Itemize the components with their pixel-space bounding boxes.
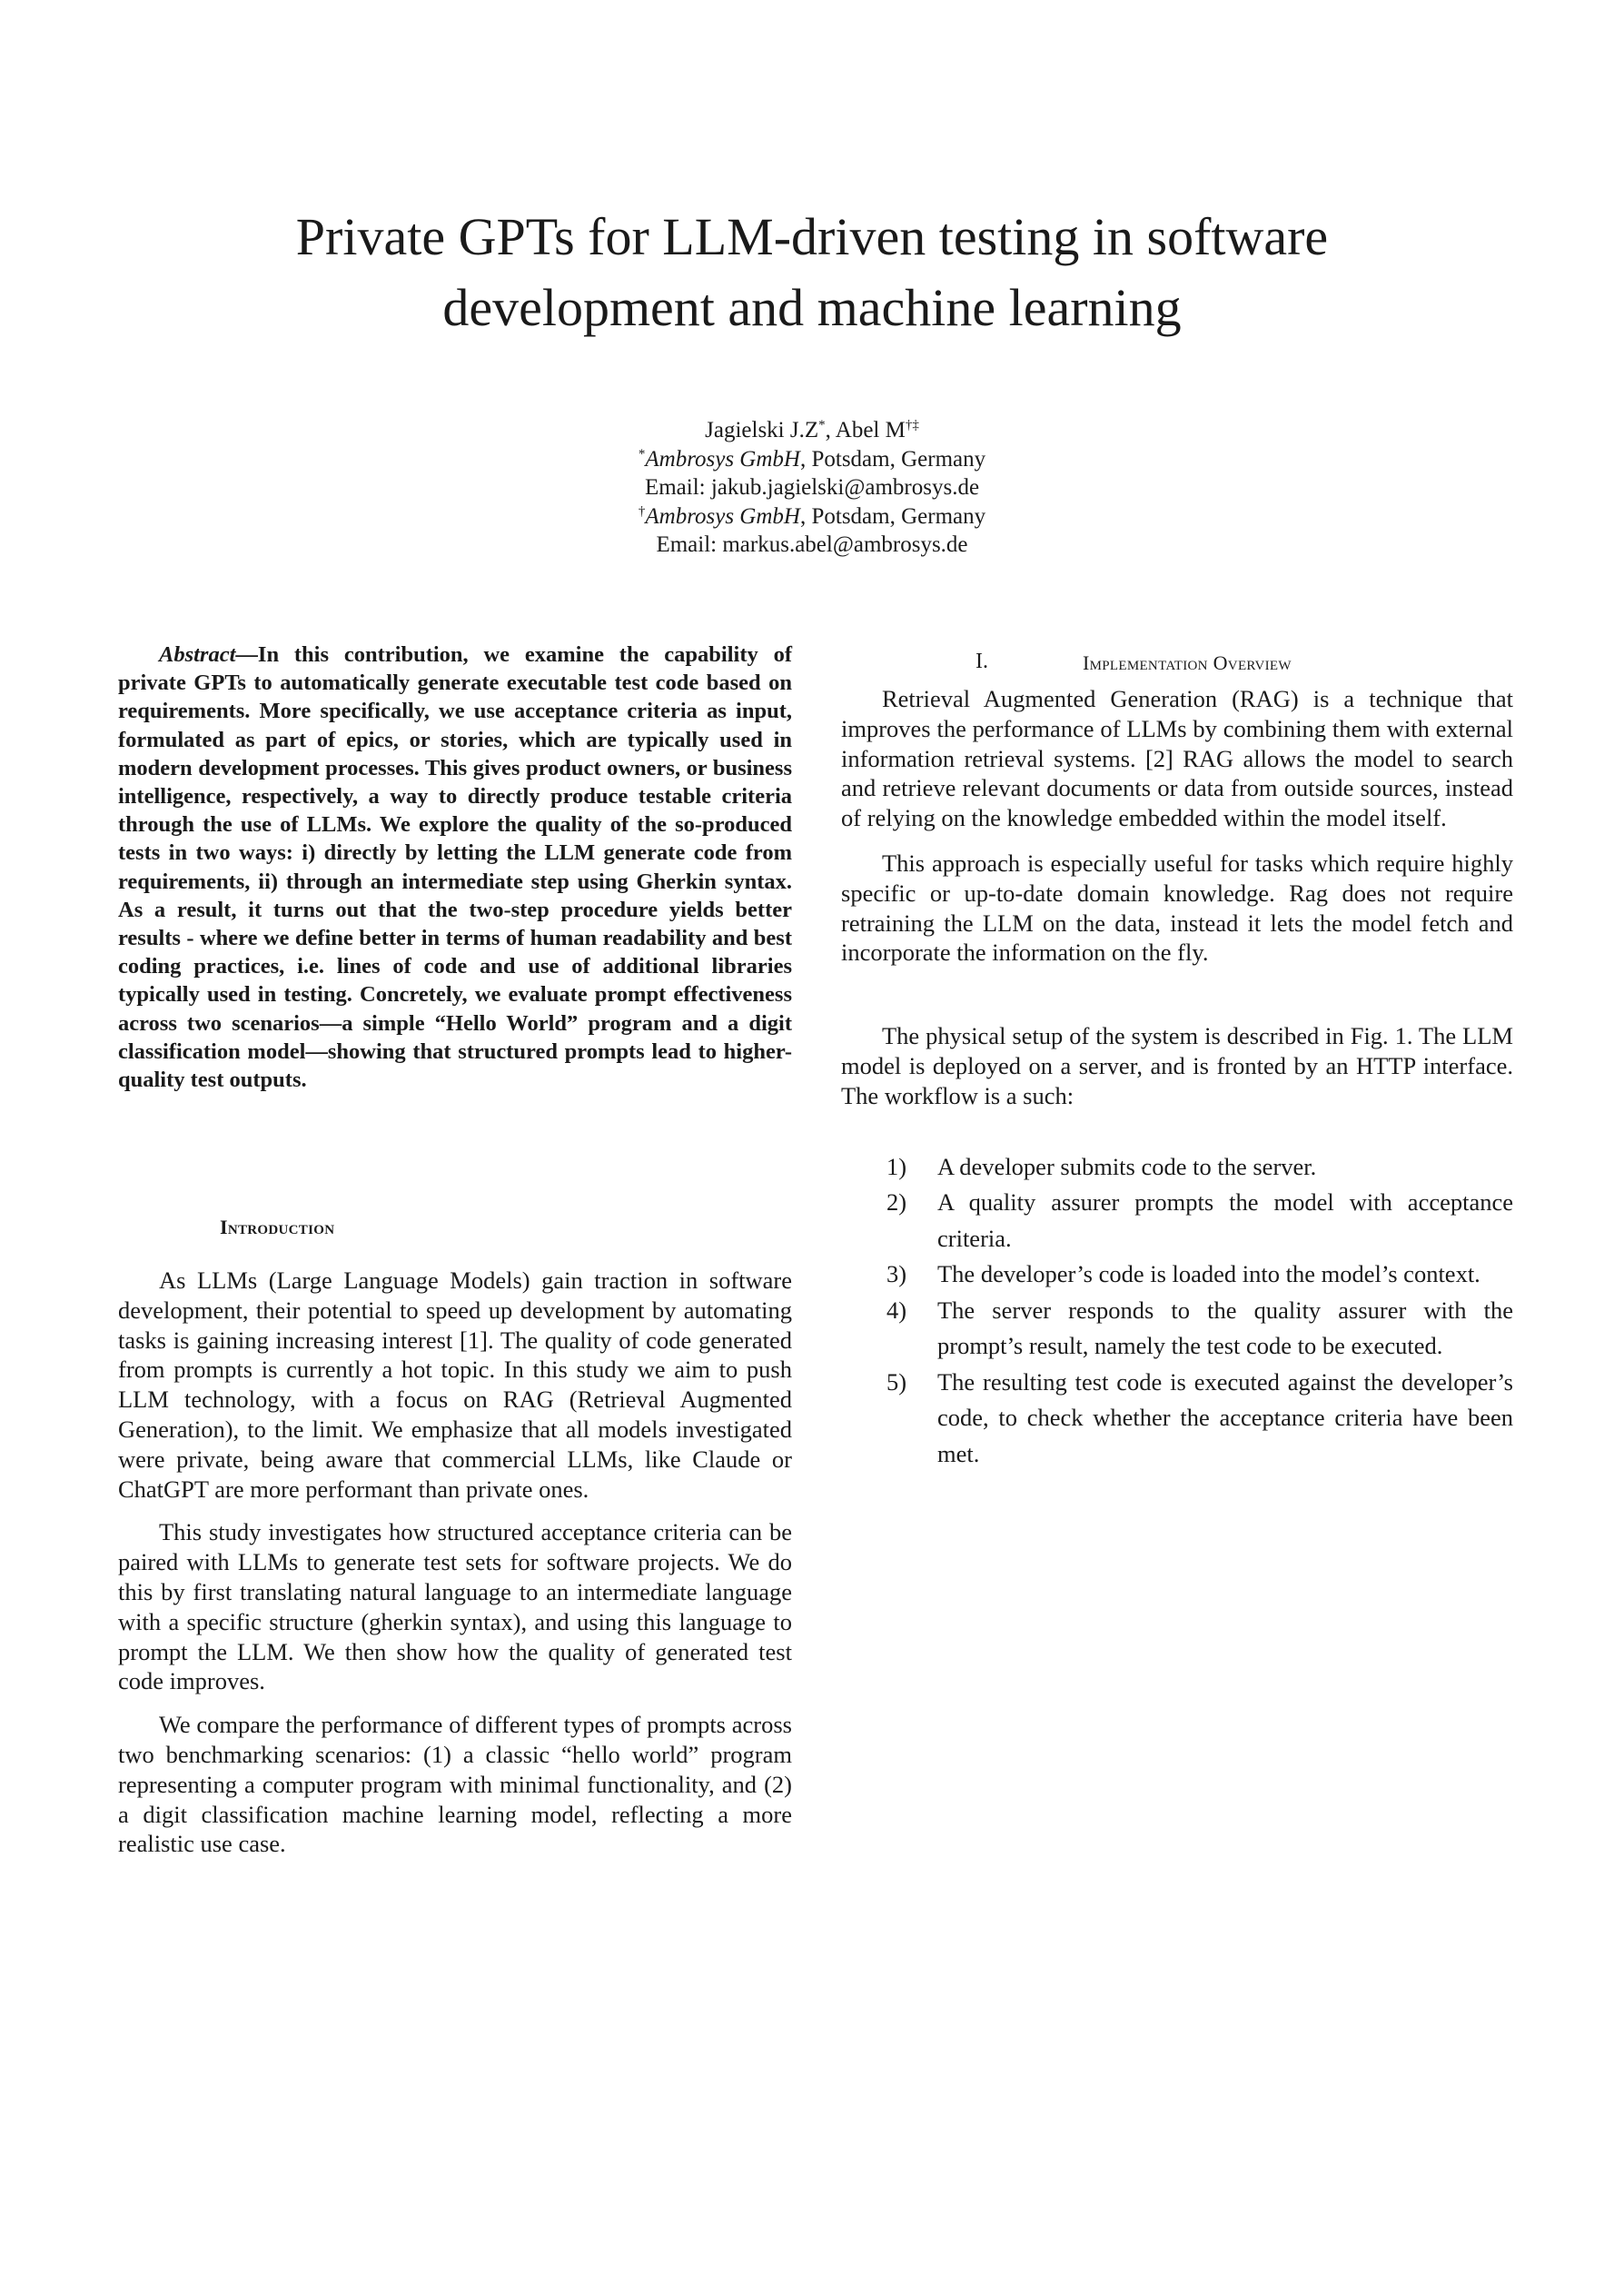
- abstract-label: Abstract: [159, 642, 236, 667]
- right-column: [841, 650, 1513, 1472]
- workflow-list: [841, 1149, 1513, 1473]
- author-names: Jagielski J.Z*, Abel M†‡: [705, 418, 919, 442]
- impl-paragraph: This approach is especially useful for tasks which require highly specific or up-to-date domain knowledge. Rag does not require retraining the LLM on the data, instead it lets the model fetch and incorporate the information on the fly.: [841, 849, 1513, 967]
- email-1: Email: jakub.jagielski@ambrosys.de: [644, 475, 980, 500]
- intro-paragraph: As LLMs (Large Language Models) gain traction in software development, their potential to speed up development by automating tasks is gaining increasing interest [1]. The quality of code generated from prompts is currently a hot topic. In this study we aim to push LLM technology, with a focus on RAG (Retrieval Augmented Generation), to the limit. We emphasize that all models investigated were private, being aware that commercial LLMs, like Claude or ChatGPT are more performant than private ones.: [118, 1267, 792, 1503]
- impl-paragraph: The physical setup of the system is described in Fig. 1. The LLM model is deployed on a server, and is fronted by an HTTP interface. The workflow is a such:: [841, 1022, 1513, 1109]
- abstract: Abstract—In this contribution, we examine the capability of private GPTs to automatically generate executable test code based on requirements. More specifically, we use acceptance criteria as input, formulated as part of epics, or stories, which are typically used in modern development processes. This gives product owners, or business intelligence, respectively, a way to directly produce testable criteria through the use of LLMs. We explore the quality of the so-produced tests in two ways: i) directly by letting the LLM generate code from requirements, ii) through an intermediate step using Gherkin syntax. As a result, it turns out that the two-step procedure yields better results - where we define better in terms of human readability and best coding practices, i.e. lines of code and use of additional libraries typically used in testing. Concretely, we evaluate prompt effectiveness across two scenarios—a simple “Hello World” program and a digit classification model—showing that structured prompts lead to higher-quality test outputs.: [118, 642, 792, 1093]
- affiliation-2: †Ambrosys GmbH, Potsdam, Germany: [638, 503, 986, 529]
- introduction-heading: Introduction: [220, 1216, 335, 1238]
- section-number: I.: [975, 650, 988, 673]
- abstract-text: In this contribution, we examine the capability of private GPTs to automatically generate executable test code based on requirements. More specifically, we use acceptance criteria as input, formulated as part of epics, or stories, which are typically used in modern development processes. This gives product owners, or business intelligence, respectively, a way to directly produce testable criteria through the use of LLMs. We explore the quality of the so-produced tests in two ways: i) directly by letting the LLM generate code from requirements, ii) through an intermediate step using Gherkin syntax. As a result, it turns out that the two-step procedure yields better results - where we define better in terms of human readability and best coding practices, i.e. lines of code and use of additional libraries typically used in testing. Concretely, we evaluate prompt effectiveness across two scenarios—a simple “Hello World” program and a digit classification model—showing that structured prompts lead to higher-quality test outputs.: [118, 642, 792, 1093]
- list-item: 1) A developer submits code to the server.: [886, 1152, 1317, 1180]
- list-item: 2) A quality assurer prompts the model with acceptance criteria.: [886, 1188, 1513, 1252]
- title-line-1: Private GPTs for LLM-driven testing in software: [295, 207, 1329, 266]
- list-item: 4) The server responds to the quality assurer with the prompt’s result, namely the test code to be executed.: [886, 1296, 1513, 1360]
- author-block: [0, 416, 1624, 560]
- impl-paragraph: Retrieval Augmented Generation (RAG) is a technique that improves the performance of LLMs by combining them with external information retrieval systems. [2] RAG allows the model to search and retrieve relevant documents or data from outside sources, instead of relying on the knowledge embedded within the model itself.: [841, 685, 1513, 832]
- section-title: Implementation Overview: [1083, 651, 1292, 674]
- left-column: [118, 641, 792, 1094]
- affiliation-1: *Ambrosys GmbH, Potsdam, Germany: [638, 446, 986, 472]
- title-line-2: development and machine learning: [442, 278, 1182, 337]
- intro-paragraph: This study investigates how structured acceptance criteria can be paired with LLMs to generate test sets for software projects. We do this by first translating natural language to an intermediate language with a specific structure (gherkin syntax), and using this language to prompt the LLM. We then show how the quality of generated test code improves.: [118, 1518, 792, 1695]
- introduction-body: [118, 1266, 792, 1873]
- paper-title: [0, 202, 1624, 343]
- email-2: Email: markus.abel@ambrosys.de: [656, 532, 968, 557]
- list-item: 5) The resulting test code is executed against the developer’s code, to check whether the acceptance criteria have been met.: [886, 1367, 1513, 1467]
- intro-paragraph: We compare the performance of different types of prompts across two benchmarking scenarios: (1) a classic “hello world” program representing a computer program with minimal functionality, and (2) a digit classification machine learning model, reflecting a more realistic use case.: [118, 1711, 792, 1858]
- list-item: 3) The developer’s code is loaded into the model’s context.: [886, 1260, 1480, 1288]
- implementation-heading: [841, 650, 1513, 682]
